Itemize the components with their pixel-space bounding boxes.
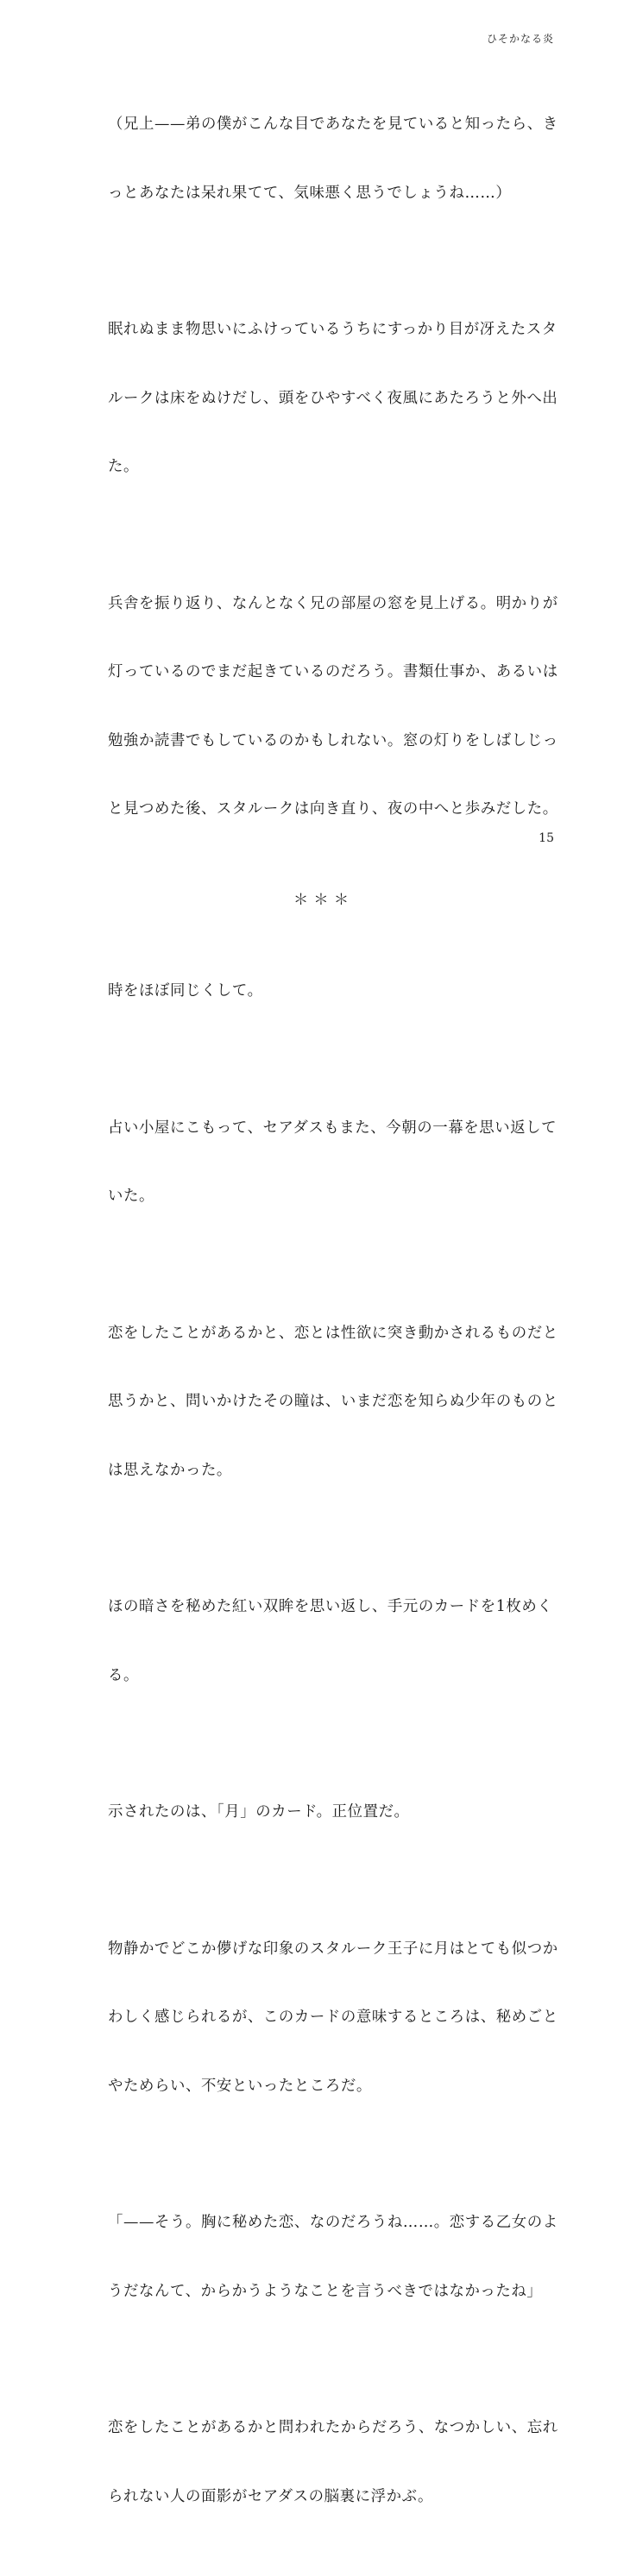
text-line: られない人の面影がセアダスの脳裏に浮かぶ。 xyxy=(108,2487,433,2505)
text-line: 眠れぬまま物思いにふけっているうちにすっかり目が冴えたスタ xyxy=(108,321,558,338)
text-line: た。 xyxy=(108,458,139,475)
text-line: 示されたのは、「月」のカード。正位置だ。 xyxy=(108,1803,410,1821)
text-line: ほの暗さを秘めた紅い双眸を思い返し、手元のカードを1枚めく xyxy=(108,1598,553,1615)
text-line: 灯っているのでまだ起きているのだろう。書類仕事か、あるいは xyxy=(108,663,558,680)
text-line: やためらい、不安といったところだ。 xyxy=(108,2077,372,2095)
text-line: 兵舎を振り返り、なんとなく兄の部屋の窓を見上げる。明かりが xyxy=(108,594,558,612)
text-line: っとあなたは呆れ果てて、気味悪く思うでしょうね……） xyxy=(108,184,512,202)
paragraph-8 xyxy=(108,1755,539,1870)
text-line: 勉強か読書でもしているのかもしれない。窓の灯りをしばしじっ xyxy=(108,731,558,749)
paragraph-9 xyxy=(108,1892,558,2144)
text-line: 恋をしたことがあるかと、恋とは性欲に突き動かされるものだと xyxy=(108,1324,558,1342)
paragraph-1 xyxy=(108,67,558,250)
running-header-title: ひそかなる炎 xyxy=(486,33,554,45)
text-line: と見つめた後、スタルークは向き直り、夜の中へと歩みだした。 xyxy=(108,800,558,818)
page-number: 15 xyxy=(539,831,554,845)
text-line: 占い小屋にこもって、セアダスもまた、今朝の一幕を思い返して xyxy=(108,1119,558,1137)
text-line: は思えなかった。 xyxy=(108,1461,232,1479)
paragraph-4 xyxy=(108,934,539,1049)
text-line: わしく感じられるが、このカードの意味するところは、秘めごと xyxy=(108,2009,558,2026)
text-line: 恋をしたことがあるかと問われたからだろう、なつかしい、忘れ xyxy=(108,2419,558,2436)
text-line: 時をほぼ同じくして。 xyxy=(108,982,263,1000)
paragraph-7 xyxy=(108,1550,553,1733)
paragraph-5 xyxy=(108,1071,558,1254)
text-line: 思うかと、問いかけたその瞳は、いまだ恋を知らぬ少年のものと xyxy=(108,1393,558,1410)
paragraph-10 xyxy=(108,2165,558,2348)
text-line: ルークは床をぬけだし、頭をひやすべく夜風にあたろうと外へ出 xyxy=(108,389,558,407)
paragraph-11 xyxy=(108,2371,558,2554)
text-line: （兄上——弟の僕がこんな目であなたを見ていると知ったら、き xyxy=(108,116,558,133)
text-line: 「——そう。胸に秘めた恋、なのだろうね……。恋する乙女のよ xyxy=(108,2214,558,2231)
scene-break: ＊＊＊ xyxy=(293,891,355,909)
paragraph-2 xyxy=(108,273,558,524)
text-line: 物静かでどこか儚げな印象のスタルーク王子に月はとても似つか xyxy=(108,1940,558,1958)
text-line: うだなんて、からかうようなことを言うべきではなかったね」 xyxy=(108,2282,543,2300)
text-line: いた。 xyxy=(108,1188,154,1205)
paragraph-6 xyxy=(108,1276,558,1528)
text-line: る。 xyxy=(108,1666,139,1684)
